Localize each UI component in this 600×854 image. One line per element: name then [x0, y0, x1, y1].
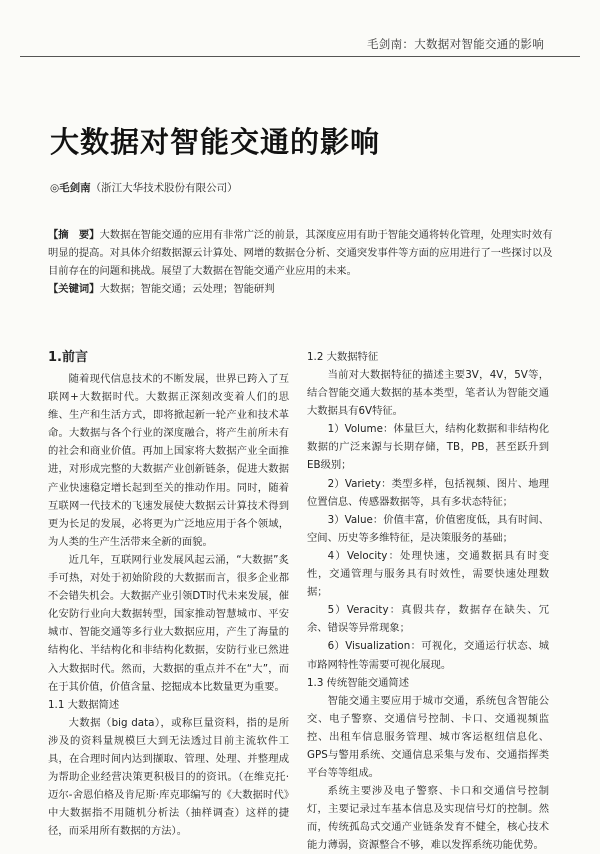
right-column — [307, 348, 549, 854]
paragraph: 系统主要涉及电子警察、卡口和交通信号控制灯，主要记录过车基本信息及实现信号灯的控制。然而，传统孤岛式交通产业链条发育不健全，核心技术能力薄弱，资源整合不够，难以发挥系统功能优势。 — [307, 785, 549, 852]
abstract — [48, 226, 560, 281]
running-head: 毛剑南：大数据对智能交通的影响 — [367, 37, 544, 51]
list-item: 3）Value：价值丰富，价值密度低，具有时间、空间、历史等多维特征，是决策服务的基础； — [307, 513, 549, 544]
list-item: 1）Volume：体量巨大，结构化数据和非结构化数据的广泛来源与长期存储，TB，PB，甚至跃升到EB级别； — [307, 423, 549, 472]
abstract-label: 【摘 要】 — [48, 229, 100, 241]
author-line — [50, 180, 238, 195]
section-heading: 1.前言 — [48, 350, 88, 365]
author-affiliation: （浙江大华技术股份有限公司） — [90, 182, 238, 194]
keywords-label: 【关键词】 — [48, 283, 100, 295]
keywords — [48, 281, 560, 297]
list-item: 6）Visualization：可视化，交通运行状态、城市路网特性等需要可视化展现。 — [307, 640, 549, 671]
subsection-heading: 1.2 大数据特征 — [307, 351, 379, 363]
list-item: 5）Veracity：真假共存，数据存在缺失、冗余、错误等异常现象； — [307, 604, 549, 635]
paragraph: 大数据（big data），或称巨量资料，指的是所涉及的资料量规模巨大到无法透过目前主流软件工具，在合理时间内达到撷取、管理、处理、并整理成为帮助企业经营决策更积极目的的资讯。（在维克托·迈尔-舍恩伯格及肯尼斯·库克耶编写的《大数据时代》中大数据指不用随机分析法（抽样调查）这样的捷径，而采用所有数据的方法）。 — [48, 716, 289, 838]
abstract-text: 大数据在智能交通的应用有非常广泛的前景，其深度应用有助于智能交通将转化管理，处理实时效有明显的提高。对具体介绍数据源云计算处、网增的数据仓分析、交通突发事件等方面的应用进行了一些探讨以及目前存在的问题和挑战。展望了大数据在智能交通产业应用的未来。 — [48, 229, 553, 278]
subsection-heading: 1.3 传统智能交通简述 — [307, 676, 410, 689]
keywords-text: 大数据；智能交通；云处理；智能研判 — [99, 283, 275, 295]
paragraph: 近几年，互联网行业发展风起云涌，“大数据”炙手可热，对处于初始阶段的大数据而言，很多企业都不会错失机会。大数据产业引领DT时代未来发展，催化安防行业向大数据转型，国家推动智慧城市、平安城市、智能交通等多行业大数据应用，产生了海量的结构化、半结构化和非结构化数据，安防行业已然进入大数据时代。然而，大数据的重点并不在“大”，而在于其价值，价值含量、挖掘成本比数量更为重要。 — [48, 553, 289, 693]
subsection-heading: 1.1 大数据简述 — [48, 698, 120, 711]
paragraph: 智能交通主要应用于城市交通，系统包含智能公交、电子警察、交通信号控制、卡口、交通视频监控、出租车信息服务管理、城市客运枢纽信息化、GPS与警用系统、交通信息采集与发布、交通指挥类平台等等组成。 — [307, 694, 549, 779]
list-item: 2）Variety：类型多样，包括视频、图片、地理位置信息、传感器数据等，具有多状态特征； — [307, 477, 549, 508]
header-rule — [20, 56, 580, 57]
list-item: 4）Velocity：处理快速，交通数据具有时变性，交通管理与服务具有时效性，需要快速处理数据； — [307, 549, 549, 599]
author-name: ◎毛剑南 — [50, 182, 91, 194]
article-title: 大数据对智能交通的影响 — [50, 125, 381, 159]
paragraph: 当前对大数据特征的描述主要3V，4V，5V等，结合智能交通大数据的基本类型，笔者认为智能交通大数据具有6V特征。 — [307, 369, 549, 418]
paragraph: 随着现代信息技术的不断发展，世界已跨入了互联网+大数据时代。大数据正深刻改变着人们的思维、生产和生活方式，即将掀起新一轮产业和技术革命。大数据与各个行业的深度融合，将产生前所未有的社会和商业价值。再加上国家将大数据产业全面推进，对形成完整的大数据产业创新链条，促进大数据产业快速稳定增长起到至关的推动作用。同时，随着互联网一代技术的飞速发展使大数据云计算技术得到更为长足的发展，必将更为广泛地应用于各个领域，为人类的生产生活带来全新的面貌。 — [48, 373, 289, 548]
left-column — [48, 348, 289, 840]
